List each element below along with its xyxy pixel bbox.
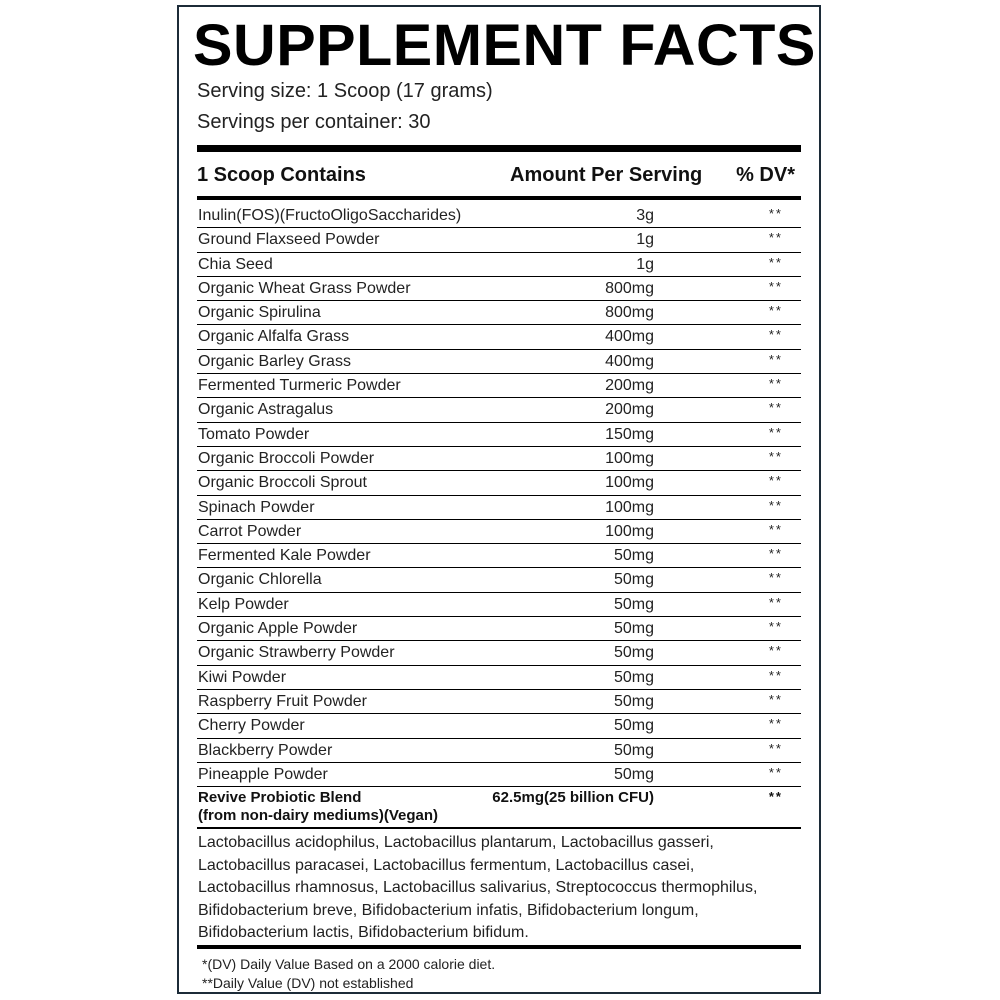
ingredient-dv: **	[768, 278, 783, 294]
ingredient-name: Kelp Powder	[198, 595, 289, 613]
ingredient-name: Pineapple Powder	[198, 765, 328, 783]
ingredient-name: Organic Wheat Grass Powder	[198, 279, 411, 297]
ingredient-table	[197, 204, 801, 787]
ingredient-dv: **	[768, 691, 783, 707]
strain-line: Bifidobacterium lactis, Bifidobacterium bifidum.	[198, 924, 529, 941]
ingredient-amount: 100mg	[605, 449, 654, 467]
ingredient-dv: **	[768, 230, 783, 246]
page-title: SUPPLEMENT FACTS	[193, 13, 816, 78]
table-row	[197, 666, 801, 690]
ingredient-dv: **	[768, 546, 783, 562]
ingredient-name: Tomato Powder	[198, 425, 310, 443]
ingredient-dv: **	[768, 303, 783, 319]
ingredient-name: Organic Broccoli Sprout	[198, 474, 367, 492]
table-row	[197, 325, 801, 349]
ingredient-name: Organic Spirulina	[198, 304, 321, 322]
table-header	[197, 157, 801, 193]
ingredient-dv: **	[768, 424, 783, 440]
ingredient-amount: 100mg	[605, 522, 654, 540]
ingredient-dv: **	[768, 764, 783, 780]
ingredient-dv: **	[768, 643, 783, 659]
ingredient-amount: 50mg	[613, 717, 654, 735]
ingredient-dv: **	[768, 570, 783, 586]
ingredient-amount: 50mg	[613, 547, 654, 565]
table-row	[197, 568, 801, 592]
ingredient-name: Inulin(FOS)(FructoOligoSaccharides)	[198, 207, 462, 224]
ingredient-amount: 200mg	[605, 401, 654, 419]
probiotic-strains	[198, 832, 802, 945]
ingredient-amount: 50mg	[613, 571, 654, 589]
ingredient-dv: **	[768, 400, 783, 416]
ingredient-dv: **	[768, 497, 783, 513]
ingredient-amount: 200mg	[605, 377, 654, 395]
header-dv: % DV*	[736, 164, 795, 186]
ingredient-amount: 100mg	[605, 474, 654, 492]
ingredient-name: Organic Barley Grass	[198, 352, 351, 370]
ingredient-dv: **	[768, 521, 783, 537]
ingredient-dv: **	[768, 594, 783, 610]
blend-name: Revive Probiotic Blend	[198, 789, 362, 806]
ingredient-amount: 50mg	[613, 741, 654, 759]
table-row	[197, 253, 801, 277]
ingredient-amount: 100mg	[605, 498, 654, 516]
table-row	[197, 350, 801, 374]
footnote-dv: *(DV) Daily Value Based on a 2000 calorie diet.	[202, 956, 496, 972]
footer-divider	[197, 945, 801, 949]
ingredient-name: Organic Alfalfa Grass	[198, 328, 350, 346]
ingredient-name: Kiwi Powder	[198, 668, 287, 686]
ingredient-name: Organic Astragalus	[198, 401, 334, 419]
table-row	[197, 471, 801, 495]
strain-line: Lactobacillus rhamnosus, Lactobacillus salivarius, Streptococcus thermophilus,	[198, 879, 758, 896]
ingredient-amount: 50mg	[613, 765, 654, 783]
ingredient-dv: **	[768, 254, 783, 270]
ingredient-amount: 50mg	[613, 668, 654, 686]
strain-line: Bifidobacterium breve, Bifidobacterium infatis, Bifidobacterium longum,	[198, 901, 699, 919]
ingredient-name: Organic Strawberry Powder	[198, 644, 395, 662]
ingredient-name: Fermented Turmeric Powder	[198, 377, 401, 395]
ingredient-name: Organic Chlorella	[198, 571, 322, 589]
table-row	[197, 641, 801, 665]
ingredient-amount: 800mg	[605, 304, 654, 322]
blend-amount: 62.5mg(25 billion CFU)	[492, 789, 654, 806]
table-row	[197, 398, 801, 422]
ingredient-name: Chia Seed	[198, 255, 273, 273]
ingredient-amount: 400mg	[605, 352, 654, 370]
header-name: 1 Scoop Contains	[197, 164, 366, 186]
blend-source: (from non-dairy mediums)(Vegan)	[198, 807, 439, 824]
ingredient-name: Organic Broccoli Powder	[198, 449, 375, 467]
thick-divider	[197, 145, 801, 152]
ingredient-amount: 150mg	[605, 425, 654, 443]
table-row	[197, 739, 801, 763]
ingredient-amount: 50mg	[613, 692, 654, 710]
supplement-facts-panel	[177, 5, 821, 994]
table-row	[197, 374, 801, 398]
ingredient-amount: 400mg	[605, 328, 654, 346]
table-row	[197, 714, 801, 738]
table-row	[197, 204, 801, 228]
ingredient-amount: 50mg	[613, 620, 654, 638]
table-row	[197, 763, 801, 787]
servings-per-container: Servings per container: 30	[197, 111, 431, 133]
table-row	[197, 617, 801, 641]
ingredient-name: Organic Apple Powder	[198, 620, 358, 638]
ingredient-amount: 1g	[636, 231, 654, 249]
ingredient-amount: 50mg	[613, 644, 654, 662]
table-row	[197, 496, 801, 520]
table-row	[197, 544, 801, 568]
serving-size: Serving size: 1 Scoop (17 grams)	[197, 80, 493, 102]
ingredient-amount: 1g	[636, 255, 654, 273]
table-row	[197, 520, 801, 544]
table-row	[197, 423, 801, 447]
ingredient-name: Fermented Kale Powder	[198, 547, 371, 565]
ingredient-dv: **	[768, 351, 783, 367]
probiotic-blend-row	[197, 786, 801, 829]
table-row	[197, 228, 801, 252]
table-row	[197, 593, 801, 617]
ingredient-dv: **	[768, 448, 783, 464]
ingredient-dv: **	[768, 327, 783, 343]
blend-dv: **	[768, 789, 783, 804]
strain-line: Lactobacillus paracasei, Lactobacillus fermentum, Lactobacillus casei,	[198, 856, 695, 874]
ingredient-name: Raspberry Fruit Powder	[198, 692, 367, 710]
ingredient-name: Ground Flaxseed Powder	[198, 231, 380, 249]
ingredient-dv: **	[768, 206, 783, 221]
table-row	[197, 447, 801, 471]
ingredient-dv: **	[768, 619, 783, 635]
ingredient-amount: 50mg	[613, 595, 654, 613]
ingredient-name: Spinach Powder	[198, 498, 315, 516]
ingredient-dv: **	[768, 376, 783, 392]
table-row	[197, 301, 801, 325]
ingredient-name: Blackberry Powder	[198, 741, 333, 759]
ingredient-dv: **	[768, 716, 783, 732]
ingredient-dv: **	[768, 740, 783, 756]
ingredient-name: Cherry Powder	[198, 717, 305, 735]
header-divider	[197, 196, 801, 200]
table-row	[197, 277, 801, 301]
ingredient-dv: **	[768, 667, 783, 683]
table-row	[197, 690, 801, 714]
footnote-not-established: **Daily Value (DV) not established	[202, 975, 414, 991]
ingredient-amount: 800mg	[605, 279, 654, 297]
ingredient-name: Carrot Powder	[198, 522, 302, 540]
strain-line: Lactobacillus acidophilus, Lactobacillus plantarum, Lactobacillus gasseri,	[198, 834, 714, 851]
ingredient-amount: 3g	[636, 207, 654, 224]
header-amount: Amount Per Serving	[510, 164, 703, 186]
ingredient-dv: **	[768, 473, 783, 489]
